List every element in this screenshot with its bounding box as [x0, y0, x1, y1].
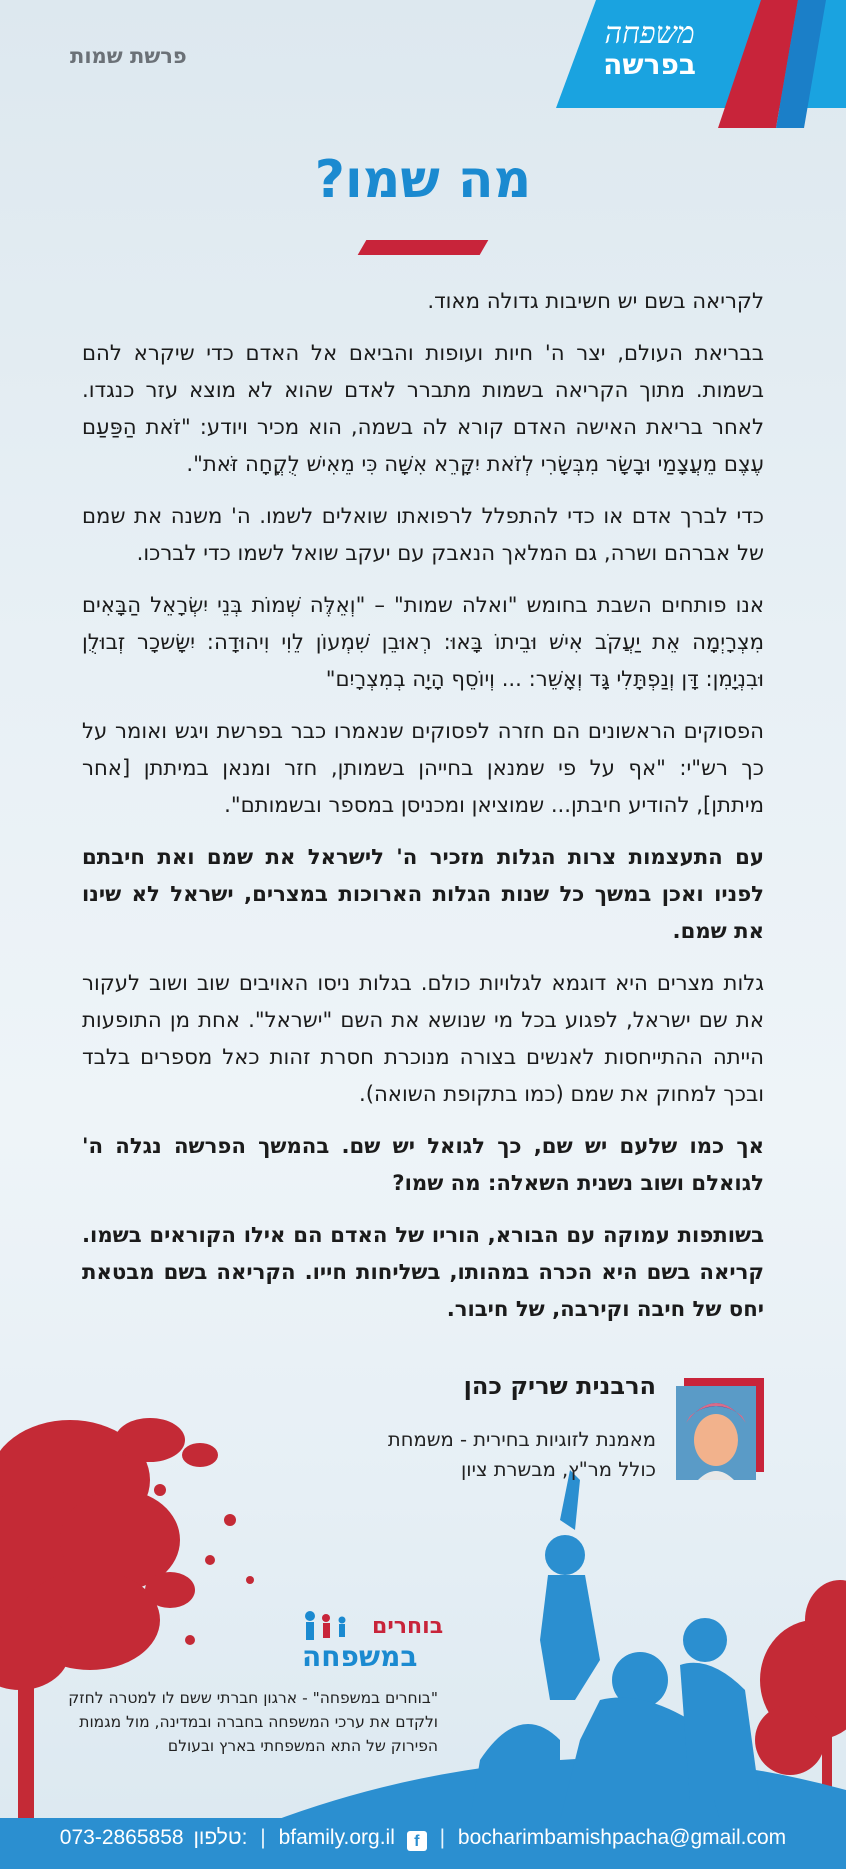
author-name: הרבנית שריק כהן: [463, 1372, 656, 1400]
article-paragraph: גלות מצרים היא דוגמא לגלויות כולם. בגלות ניסו האויבים שוב ושוב לעקור את שם ישראל, לפגוע בכל מי שנושא את השם "ישראל". אחת מן התופעות הייתה ההתייחסות לאנשים בצורה מנוכרת חסרת זהות כאל מספרים בלבד ובכך למחוק את שמם (כמו בתקופת השואה).: [82, 970, 764, 1106]
parasha-label: פרשת שמות: [70, 44, 187, 68]
author-avatar: [676, 1378, 764, 1480]
article-paragraph-bold: עם התעצמות צרות הגלות מזכיר ה' לישראל את שמם ואת חיבתם לפניו ואכן במשך כל שנות הגלות הארוכות במצרים, ישראל לא שינו את שמם.: [82, 844, 764, 943]
facebook-icon[interactable]: f: [407, 1831, 427, 1851]
article-paragraph: הפסוקים הראשונים הם חזרה לפסוקים שנאמרו כבר בפרשת ויגש ואומר על כך רש"י: "אף על פי שמנאן בחייהן בשמותן, חזר ומנאן במיתתן [אחר מיתתן], להודיע חיבתן... שמוציאן ומכניסן במספר ובשמותם".: [82, 718, 764, 817]
brand-logo-line1: משפחה: [604, 16, 695, 51]
article-body: [82, 282, 764, 1342]
brand-logo-line2: בפרשה: [603, 47, 696, 81]
footer-separator: |: [439, 1826, 446, 1849]
footer-contact: [0, 1826, 846, 1851]
left-tree-illustration: [0, 1418, 254, 1830]
article-paragraph: אנו פותחים השבת בחומש "ואלה שמות" – "וְאֵלֶּה שְׁמוֹת בְּנֵי יִשְׂרָאֵל הַבָּאִים מִצְרָיְמָה אֵת יַעֲקֹב אִישׁ וּבֵיתוֹ בָּאוּ: רְאוּבֵן שִׁמְעוֹן לֵוִי וִיהוּדָה: יִשָּׂשכָר זְבוּלֻן וּבִנְיָמִן: דָּן וְנַפְתָּלִי גָּד וְאָשֵׁר: ... וְיוֹסֵף הָיָה בְמִצְרָיִם": [82, 592, 764, 691]
author-role: מאמנת לזוגיות בחירית - משמחת: [387, 1428, 656, 1451]
brand-logo-text: [603, 18, 696, 79]
article-paragraph: בבריאת העולם, יצר ה' חיות ועופות והביאם אל האדם כדי שיקרא להם בשמות. מתוך הקריאה בשמות מתברר לאדם שהוא לא מוצא עזר כנגדו. לאחר בריאת האישה האדם קורא לה בשמה, הוא מכיר ויודע: "זֹאת הַפַּעַם עֶצֶם מֵעֲצָמַי וּבָשָׂר מִבְּשָׂרִי לְזֹאת יִקָּרֵא אִשָּׁה כִּי מֵאִישׁ לֻקֳחָה זֹּאת".: [82, 340, 764, 476]
article-paragraph-bold: אך כמו שלעם יש שם, כך לגואל יש שם. בהמשך הפרשה נגלה ה' לגואלם ושוב נשנית השאלה: מה שמו?: [82, 1133, 764, 1195]
footer-website[interactable]: bfamily.org.il: [278, 1826, 395, 1849]
author-affiliation: כולל מר"ץ, מבשרת ציון: [460, 1458, 656, 1481]
org-name-line2: במשפחה: [302, 1640, 418, 1673]
footer-phone-label: טלפון:: [193, 1826, 248, 1849]
org-name-line1: בוחרים: [372, 1614, 444, 1639]
org-description: "בוחרים במשפחה" - ארגון חברתי ששם לו למטרה לחזק ולקדם את ערכי המשפחה בחברה ובמדינה, מול מגמות הפירוק של התא המשפחתי בארץ ובעולם: [68, 1689, 438, 1755]
article-paragraph-bold: בשותפות עמוקה עם הבורא, הוריו של האדם הם אילו הקוראים בשמו. קריאה בשם היא הכרה במהותו, בשליחות חייו. הקריאה בשם מבטאת יחס של חיבה וקירבה, של חיבור.: [82, 1222, 764, 1321]
article-paragraph: לקריאה בשם יש חשיבות גדולה מאוד.: [427, 288, 764, 313]
footer-email[interactable]: bocharimbamishpacha@gmail.com: [457, 1826, 787, 1849]
org-logo-figures-icon: [300, 1610, 370, 1642]
footer-phone[interactable]: 073-2865858: [59, 1826, 184, 1849]
page-title: מה שמו?: [314, 150, 532, 210]
article-paragraph: כדי לברך אדם או כדי להתפלל לרפואתו שואלים לשמו. ה' משנה את שמם של אברהם ושרה, גם המלאך הנאבק עם יעקב שואל לשמו כדי לברכו.: [82, 503, 764, 565]
footer-separator: |: [260, 1826, 266, 1849]
title-underline-decoration: [358, 240, 489, 255]
